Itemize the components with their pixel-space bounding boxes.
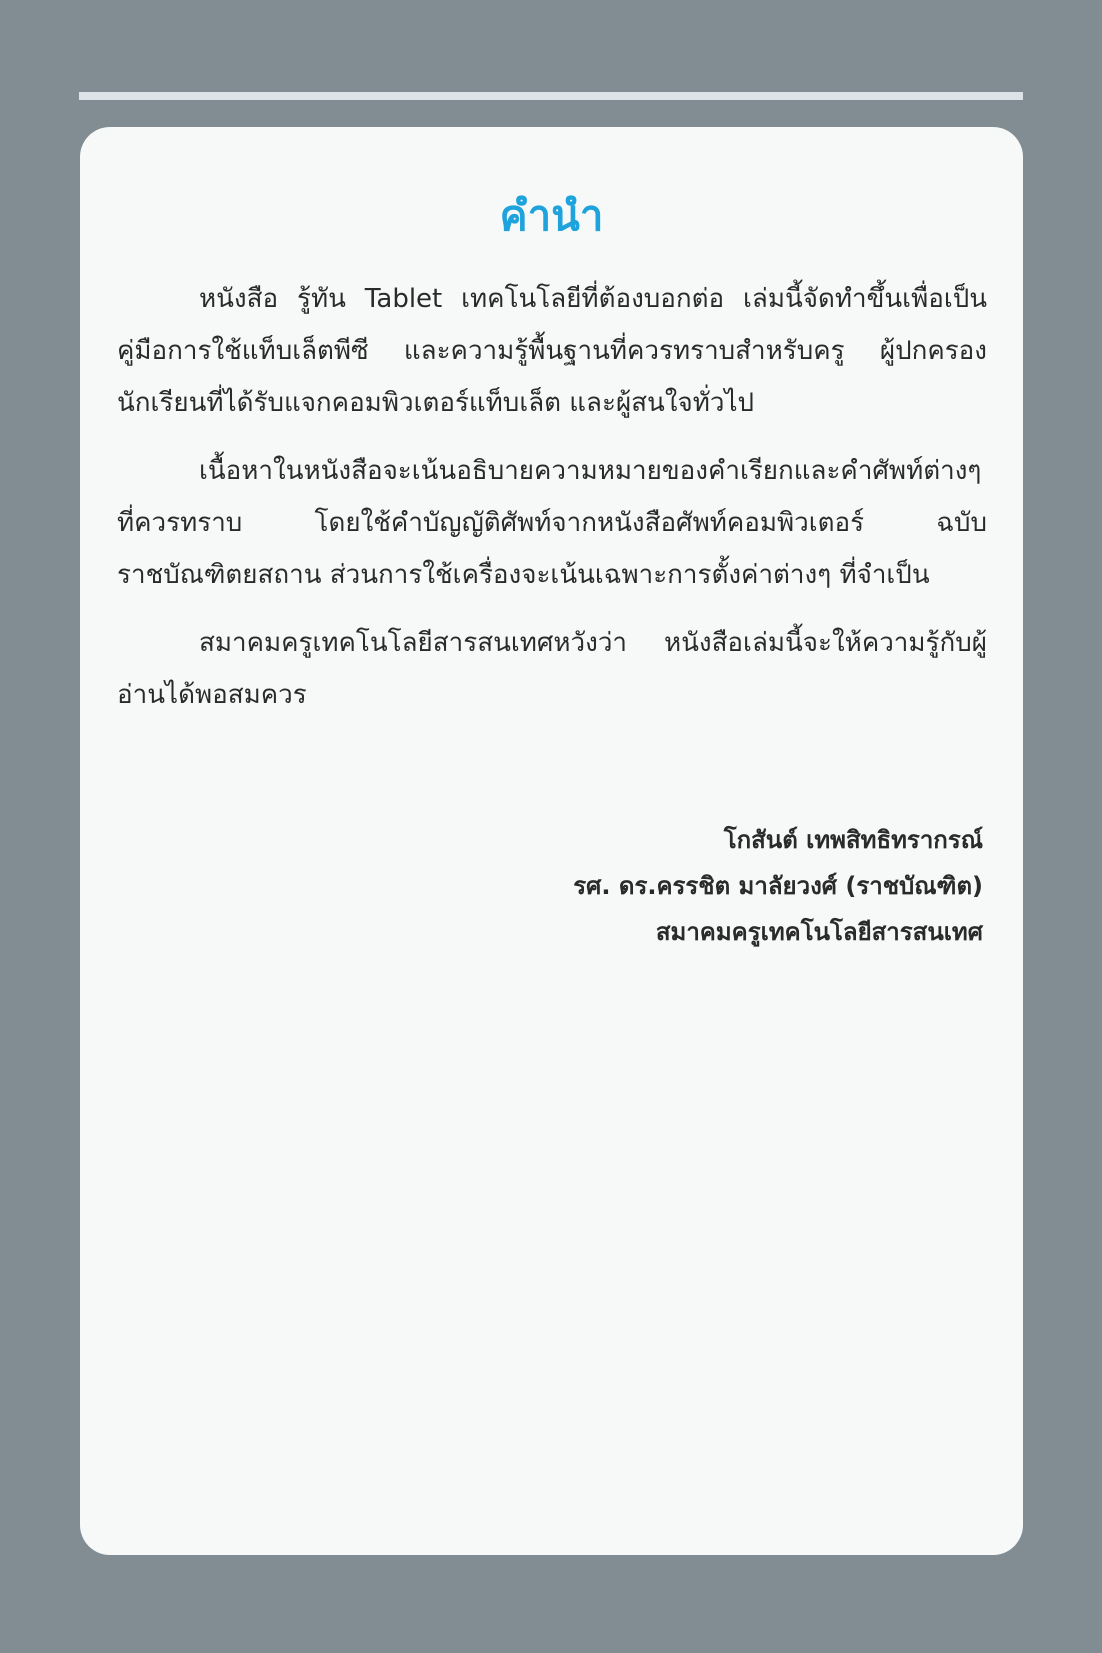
paragraph-2: เนื้อหาในหนังสือจะเน้นอธิบายความหมายของคำเรียกและคำศัพท์ต่างๆ ที่ควรทราบ โดยใช้คำบัญญัติศัพท์จากหนังสือศัพท์คอมพิวเตอร์ ฉบับราชบัณฑิตยสถาน ส่วนการใช้เครื่องจะเน้นเฉพาะการตั้งค่าต่างๆ ที่จำเป็น: [117, 456, 987, 590]
paragraph-3: สมาคมครูเทคโนโลยีสารสนเทศหวังว่า หนังสือเล่มนี้จะให้ความรู้กับผู้อ่านได้พอสมควร: [117, 628, 987, 710]
signature-block: [383, 817, 983, 955]
signature-author-1: โกสันต์ เทพสิทธิทรากรณ์: [723, 826, 983, 854]
paragraph-1: หนังสือ รู้ทัน Tablet เทคโนโลยีที่ต้องบอกต่อ เล่มนี้จัดทำขึ้นเพื่อเป็นคู่มือการใช้แท็บเล็ตพีซี และความรู้พื้นฐานที่ควรทราบสำหรับครู ผู้ปกครอง นักเรียนที่ได้รับแจกคอมพิวเตอร์แท็บเล็ต และผู้สนใจทั่วไป: [117, 284, 987, 418]
page-title: คำนำ: [499, 191, 604, 240]
top-divider: [79, 92, 1023, 100]
page-card: [80, 127, 1023, 1555]
preface-body: [117, 273, 987, 737]
signature-author-2: รศ. ดร.ครรชิต มาลัยวงศ์ (ราชบัณฑิต): [573, 872, 983, 900]
signature-organization: สมาคมครูเทคโนโลยีสารสนเทศ: [655, 918, 983, 946]
